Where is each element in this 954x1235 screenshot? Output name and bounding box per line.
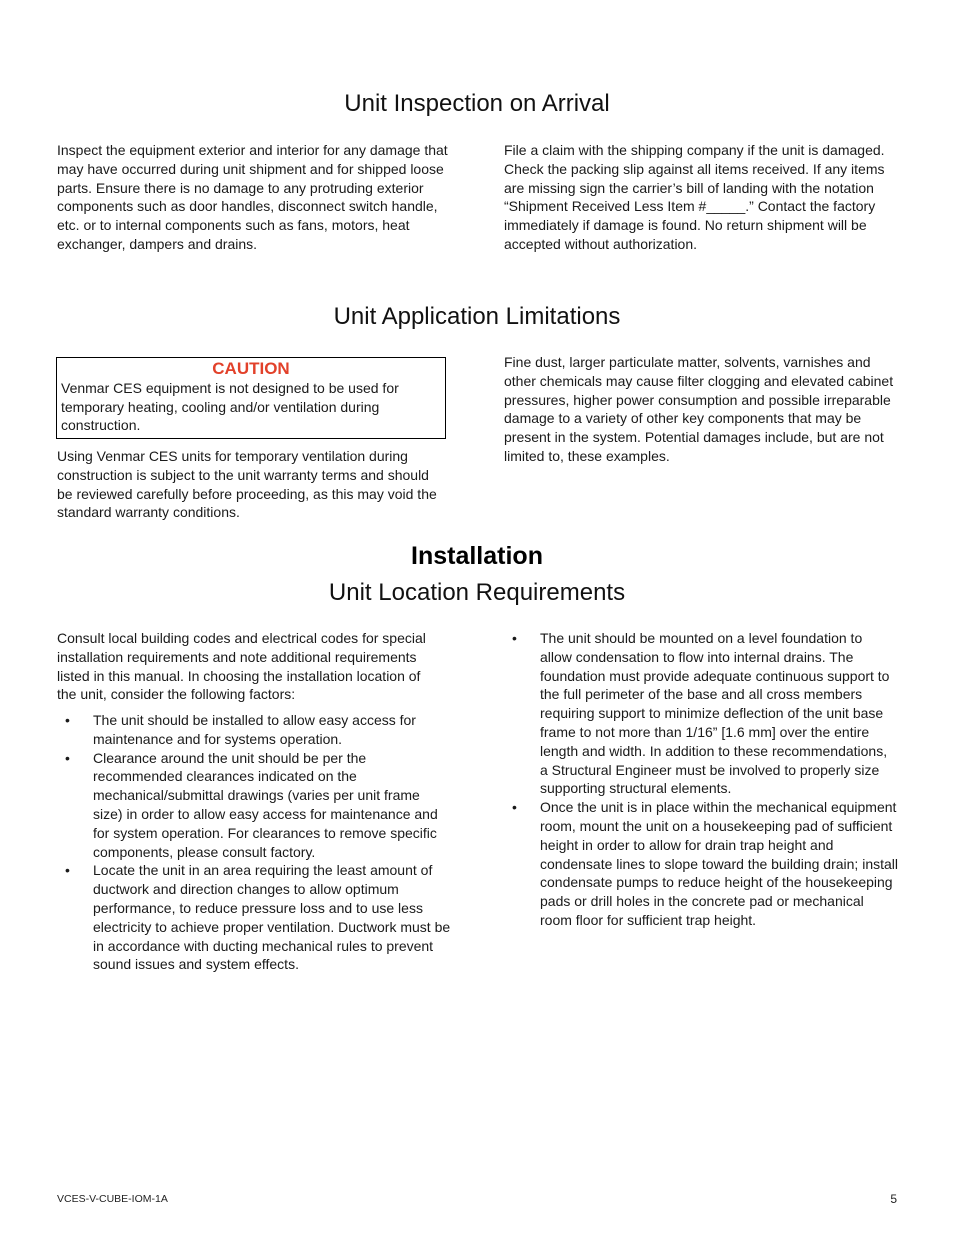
caution-label: CAUTION [212, 359, 290, 378]
list-item [504, 798, 898, 930]
bullet-text: The unit should be mounted on a level foundation to allow condensation to flow into internal drains. The foundation must provide adequate continuous support to the full perimeter of the base and all cross members requiring support to minimize deflection of the unit base frame to not more than 1/16” [1.6 mm] over the entire length and width. In addition to these recommendations, a Structural Engineer must be involved to properly size supporting structural elements. [540, 630, 890, 797]
document-code: VCES-V-CUBE-IOM-1A [57, 1193, 168, 1205]
bullet-icon: • [512, 799, 517, 816]
caution-box [56, 357, 446, 439]
installation-intro-paragraph: Consult local building codes and electrical codes for special installation requirements and note additional requirements listed in this manual. In choosing the installation location of the unit, consider the following factors: [57, 630, 426, 703]
list-item [57, 749, 451, 862]
installation-heading: Installation [411, 542, 543, 570]
bullet-icon: • [65, 712, 70, 728]
inspection-left-paragraph: Inspect the equipment exterior and interior for any damage that may have occurred during unit shipment and for shipped loose parts. Ensure there is no damage to any protruding exterior components such as door handles, disconnect switch handle, etc. or to internal components such as fans, motors, heat exchanger, dampers and drains. [57, 142, 448, 252]
bullet-text: The unit should be installed to allow easy access for maintenance and for systems operation. [93, 712, 416, 747]
list-item [57, 711, 451, 749]
caution-text: Venmar CES equipment is not designed to be used for temporary heating, cooling and/or ventilation during construction. [61, 380, 399, 434]
bullet-text: Locate the unit in an area requiring the least amount of ductwork and direction changes to allow optimum performance, to reduce pressure loss and to use less electricity to achieve proper ventilation. Ductwork must be in accordance with ducting mechanical rules to prevent sound issues and system effects. [93, 862, 451, 973]
bullet-icon: • [65, 862, 70, 879]
inspection-right-paragraph: File a claim with the shipping company if the unit is damaged. Check the packing slip against all items received. If any items are missing sign the carrier’s bill of landing with the notation “Shipment Received Less Item #_____.” Contact the factory immediately if damage is found. No return shipment will be accepted without authorization. [504, 142, 885, 252]
limitations-heading: Unit Application Limitations [333, 303, 621, 330]
limitations-right-paragraph: Fine dust, larger particulate matter, solvents, varnishes and other chemicals may cause filter clogging and elevated cabinet pressures, higher power consumption and possible irreparable damage to a variety of other key components that may be present in the system. Potential damages include, but are not limited to, these examples. [504, 354, 894, 464]
bullet-text: Clearance around the unit should be per the recommended clearances indicated on the mechanical/submittal drawings (varies per unit frame size) in order to allow easy access for maintenance and for system operation. For clearances to remove specific components, please consult factory. [93, 749, 438, 860]
inspection-heading: Unit Inspection on Arrival [344, 90, 610, 117]
limitations-left-paragraph: Using Venmar CES units for temporary ventilation during construction is subject to the unit warranty terms and should be reviewed carefully before proceeding, as this may void the standard warranty conditions. [57, 448, 437, 521]
list-item [57, 861, 451, 974]
location-requirements-heading: Unit Location Requirements [328, 579, 626, 606]
bullet-text: Once the unit is in place within the mechanical equipment room, mount the unit on a housekeeping pad of sufficient height in order to allow for drain trap height and condensate lines to slope toward the building drain; install condensate pumps to reduce height of the housekeeping pads or drill holes in the concrete pad or mechanical room floor for sufficient trap height. [540, 799, 899, 928]
list-item [504, 629, 898, 798]
bullet-icon: • [512, 630, 517, 646]
right-bullet-list [504, 629, 898, 930]
page-number: 5 [890, 1192, 897, 1206]
left-bullet-list [57, 711, 451, 974]
bullet-icon: • [65, 749, 70, 766]
